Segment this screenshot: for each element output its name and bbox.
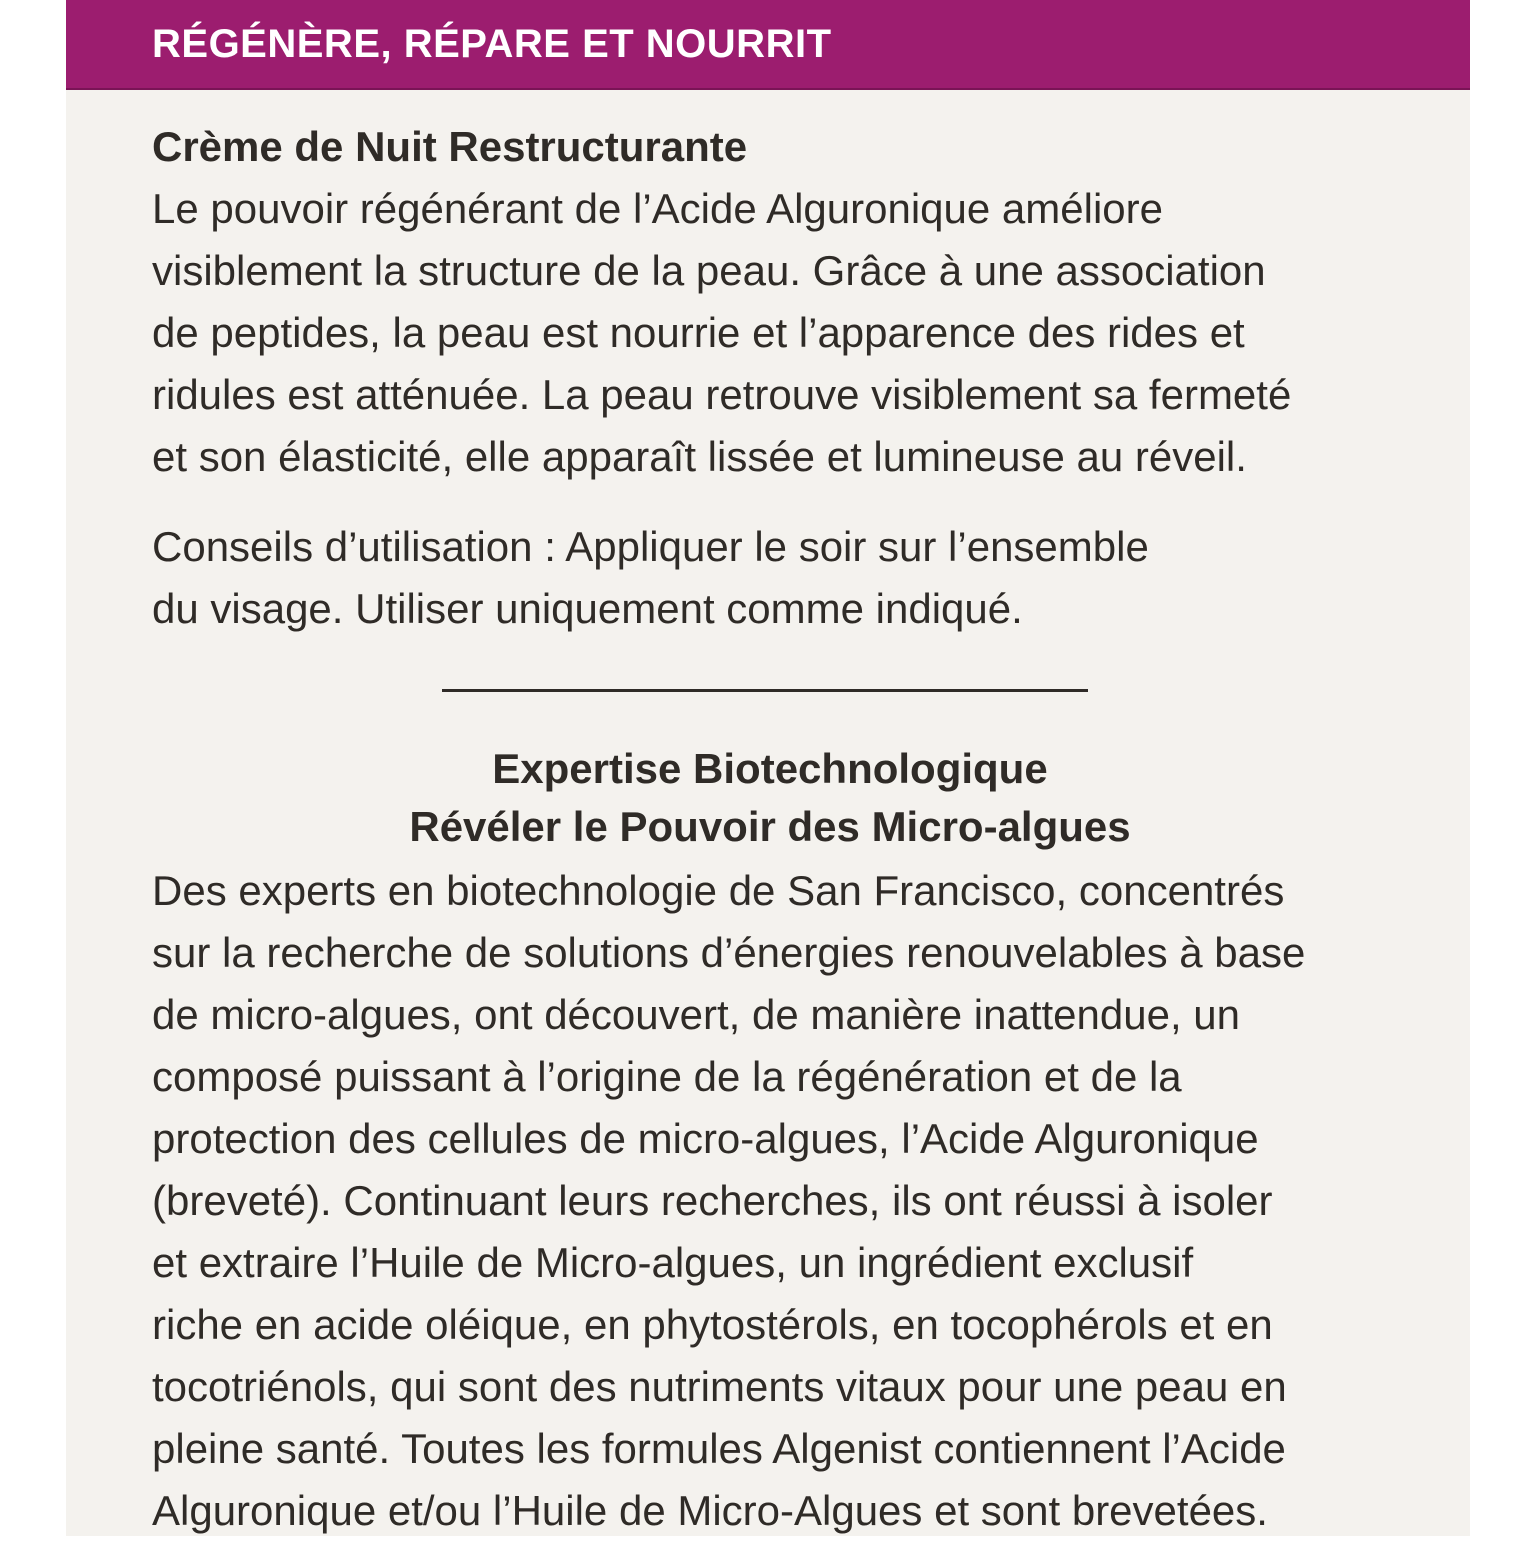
expertise-header	[152, 740, 1388, 856]
body-line: pleine santé. Toutes les formules Algenist contiennent l’Acide	[152, 1425, 1286, 1472]
body-line: protection des cellules de micro-algues, l’Acide Alguronique	[152, 1115, 1259, 1162]
expertise-body	[152, 860, 1388, 1542]
header-banner	[66, 0, 1470, 90]
body-line: sur la recherche de solutions d’énergies renouvelables à base	[152, 929, 1306, 976]
expertise-text	[152, 860, 1388, 1542]
usage-section	[152, 516, 1388, 640]
product-section	[152, 116, 1388, 488]
usage-instructions	[152, 516, 1388, 640]
package-panel	[66, 0, 1470, 1536]
body-line: composé puissant à l’origine de la régénération et de la	[152, 1053, 1182, 1100]
description-line: de peptides, la peau est nourrie et l’apparence des rides et	[152, 309, 1245, 356]
body-line: Alguronique et/ou l’Huile de Micro-Algues et sont brevetées.	[152, 1487, 1268, 1534]
description-line: Le pouvoir régénérant de l’Acide Alguronique améliore	[152, 185, 1163, 232]
expertise-title: Expertise Biotechnologique	[492, 745, 1048, 792]
section-divider	[442, 689, 1088, 692]
description-line: et son élasticité, elle apparaît lissée et lumineuse au réveil.	[152, 433, 1247, 480]
product-description	[152, 178, 1388, 488]
body-line: de micro-algues, ont découvert, de manière inattendue, un	[152, 991, 1241, 1038]
description-line: visiblement la structure de la peau. Grâce à une association	[152, 247, 1266, 294]
usage-line: du visage. Utiliser uniquement comme indiqué.	[152, 585, 1023, 632]
expertise-subtitle: Révéler le Pouvoir des Micro-algues	[409, 803, 1131, 850]
body-line: (breveté). Continuant leurs recherches, ils ont réussi à isoler	[152, 1177, 1273, 1224]
banner-title: RÉGÉNÈRE, RÉPARE ET NOURRIT	[152, 22, 832, 66]
product-title: Crème de Nuit Restructurante	[152, 123, 748, 170]
body-line: riche en acide oléique, en phytostérols, en tocophérols et en	[152, 1301, 1273, 1348]
body-line: tocotriénols, qui sont des nutriments vitaux pour une peau en	[152, 1363, 1287, 1410]
body-line: Des experts en biotechnologie de San Francisco, concentrés	[152, 867, 1285, 914]
body-line: et extraire l’Huile de Micro-algues, un ingrédient exclusif	[152, 1239, 1194, 1286]
usage-line: Conseils d’utilisation : Appliquer le soir sur l’ensemble	[152, 523, 1149, 570]
description-line: ridules est atténuée. La peau retrouve visiblement sa fermeté	[152, 371, 1292, 418]
